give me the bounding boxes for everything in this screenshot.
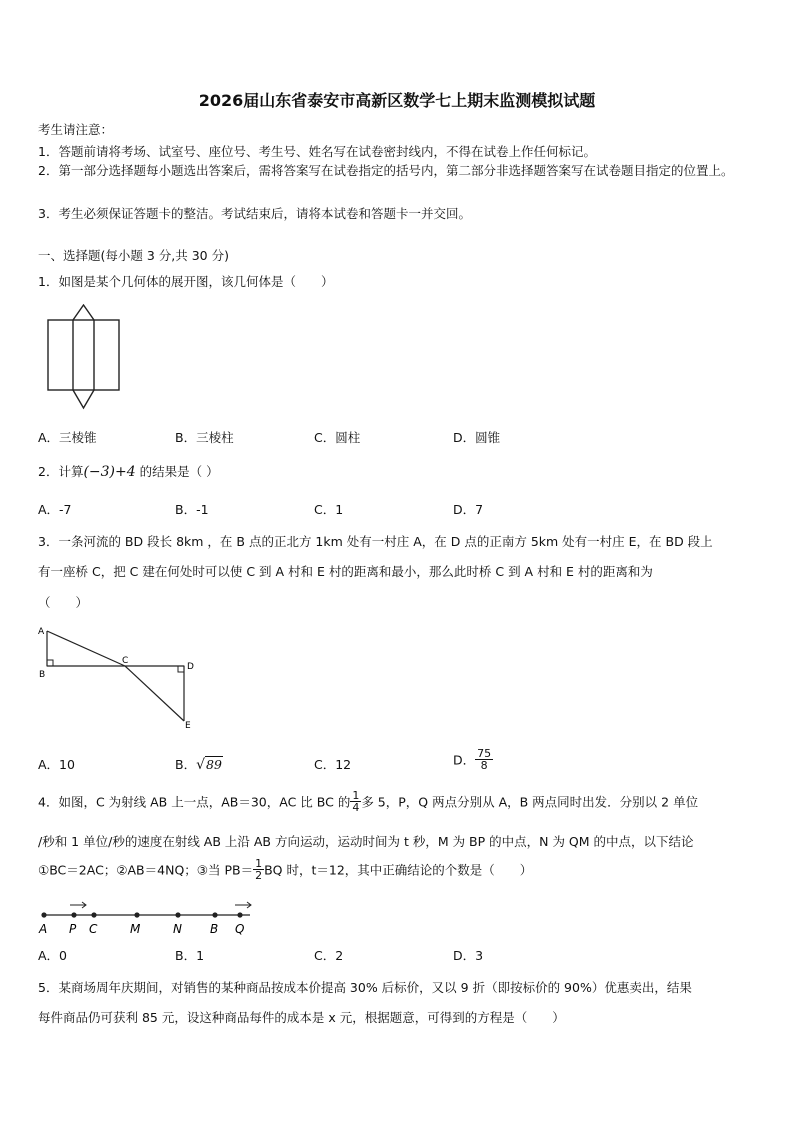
q4-option-b: B．1	[175, 948, 205, 963]
q4-option-c: C．2	[314, 948, 344, 963]
label-c: C	[122, 656, 129, 666]
page-title: 2026届山东省泰安市高新区数学七上期末监测模拟试题	[198, 91, 596, 110]
q4-option-a: A．0	[38, 948, 68, 963]
q4-frac-2-num: 1	[255, 857, 263, 870]
q2-stem-suffix: 的结果是（ ）	[135, 464, 219, 479]
notice-item-3: 3．考生必须保证答题卡的整洁。考试结束后，请将本试卷和答题卡一并交回。	[38, 206, 471, 221]
point-m-label: M	[130, 922, 141, 936]
q1-option-c: C．圆柱	[314, 430, 361, 445]
question-4-line-1	[38, 790, 698, 813]
question-3-line-1: 3．一条河流的 BD 段长 8km ，在 B 点的正北方 1km 处有一村庄 A，在 D 点的正南方 5km 处有一村庄 E，在 BD 段上	[38, 534, 713, 549]
q3-option-d-label: D．	[453, 752, 476, 768]
q2-option-c: C．1	[314, 502, 344, 517]
q4-fraction-quarter	[350, 790, 361, 813]
question-1-stem: 1．如图是某个几何体的展开图，该几何体是（ ）	[38, 274, 334, 289]
q2-stem-prefix: 2．计算	[38, 464, 84, 479]
point-c-label: C	[89, 922, 98, 936]
q3-option-b-radicand: 89	[206, 757, 222, 772]
label-b: B	[39, 670, 46, 680]
q2-expression: (−3)+4	[83, 464, 136, 480]
q4-line-3-part-b: BQ 时，t＝12，其中正确结论的个数是（ ）	[264, 862, 533, 878]
q3-option-b	[175, 755, 223, 773]
q4-frac-1-den: 4	[352, 801, 360, 814]
point-p-label: P	[69, 922, 77, 936]
point-a-label: A	[39, 922, 48, 936]
q4-frac-1-num: 1	[352, 789, 360, 802]
q3-option-c: C．12	[314, 757, 352, 772]
notice-item-2: 2．第一部分选择题每小题选出答案后，需将答案写在试卷指定的括号内，第二部分非选择题答案写在试卷题目指定的位置上。	[38, 163, 734, 178]
q3-option-b-label: B．	[175, 757, 197, 772]
question-2-stem	[38, 462, 219, 480]
q4-line-3-part-a: ①BC＝2AC；②AB＝4NQ；③当 PB＝	[38, 862, 254, 878]
q3-option-d-fraction	[475, 748, 493, 771]
prism-net-figure	[40, 304, 130, 414]
q3-d-numerator: 75	[477, 747, 492, 760]
point-n-label: N	[173, 922, 182, 936]
sqrt-sign: √	[196, 757, 205, 773]
q4-option-d: D．3	[453, 948, 484, 963]
notice-item-1: 1．答题前请将考场、试室号、座位号、考生号、姓名写在试卷密封线内，不得在试卷上作任何标记。	[38, 144, 596, 159]
notice-heading: 考生请注意：	[38, 122, 114, 137]
q4-line-1-part-a: 4．如图，C 为射线 AB 上一点，AB＝30，AC 比 BC 的	[38, 794, 351, 810]
ray-number-line-figure	[34, 896, 264, 938]
q3-d-denominator: 8	[480, 759, 488, 772]
point-q-label: Q	[235, 922, 245, 936]
question-3-line-2: 有一座桥 C，把 C 建在何处时可以使 C 到 A 村和 E 村的距离和最小，那么此时桥 C 到 A 村和 E 村的距离和为	[38, 564, 653, 579]
q4-frac-2-den: 2	[255, 869, 263, 882]
bridge-figure	[36, 622, 196, 732]
question-5-line-2: 每件商品仍可获利 85 元，设这种商品每件的成本是 x 元，根据题意，可得到的方程是（ ）	[38, 1010, 565, 1025]
label-a: A	[38, 627, 45, 637]
q4-fraction-half	[253, 858, 264, 881]
question-4-line-3	[38, 858, 532, 881]
q4-line-1-part-b: 多 5，P，Q 两点分别从 A，B 两点同时出发．分别以 2 单位	[361, 794, 699, 810]
question-3-line-3: （ ）	[38, 595, 89, 610]
label-d: D	[187, 662, 194, 672]
q2-option-b: B．-1	[175, 502, 209, 517]
q2-option-d: D．7	[453, 502, 484, 517]
q1-option-b: B．三棱柱	[175, 430, 234, 445]
q3-option-d	[453, 748, 493, 771]
q3-option-a: A．10	[38, 757, 75, 772]
q2-option-a: A．-7	[38, 502, 72, 517]
label-e: E	[185, 721, 191, 731]
section-heading: 一、选择题(每小题 3 分,共 30 分)	[38, 248, 229, 263]
point-b-label: B	[210, 922, 219, 936]
q1-option-d: D．圆锥	[453, 430, 501, 445]
q1-option-a: A．三棱锥	[38, 430, 97, 445]
question-4-line-2: /秒和 1 单位/秒的速度在射线 AB 上沿 AB 方向运动，运动时间为 t 秒，M 为 BP 的中点，N 为 QM 的中点，以下结论	[38, 834, 694, 849]
question-5-line-1: 5．某商场周年庆期间，对销售的某种商品按成本价提高 30% 后标价，又以 9 折（即按标价的 90%）优惠卖出，结果	[38, 980, 692, 995]
